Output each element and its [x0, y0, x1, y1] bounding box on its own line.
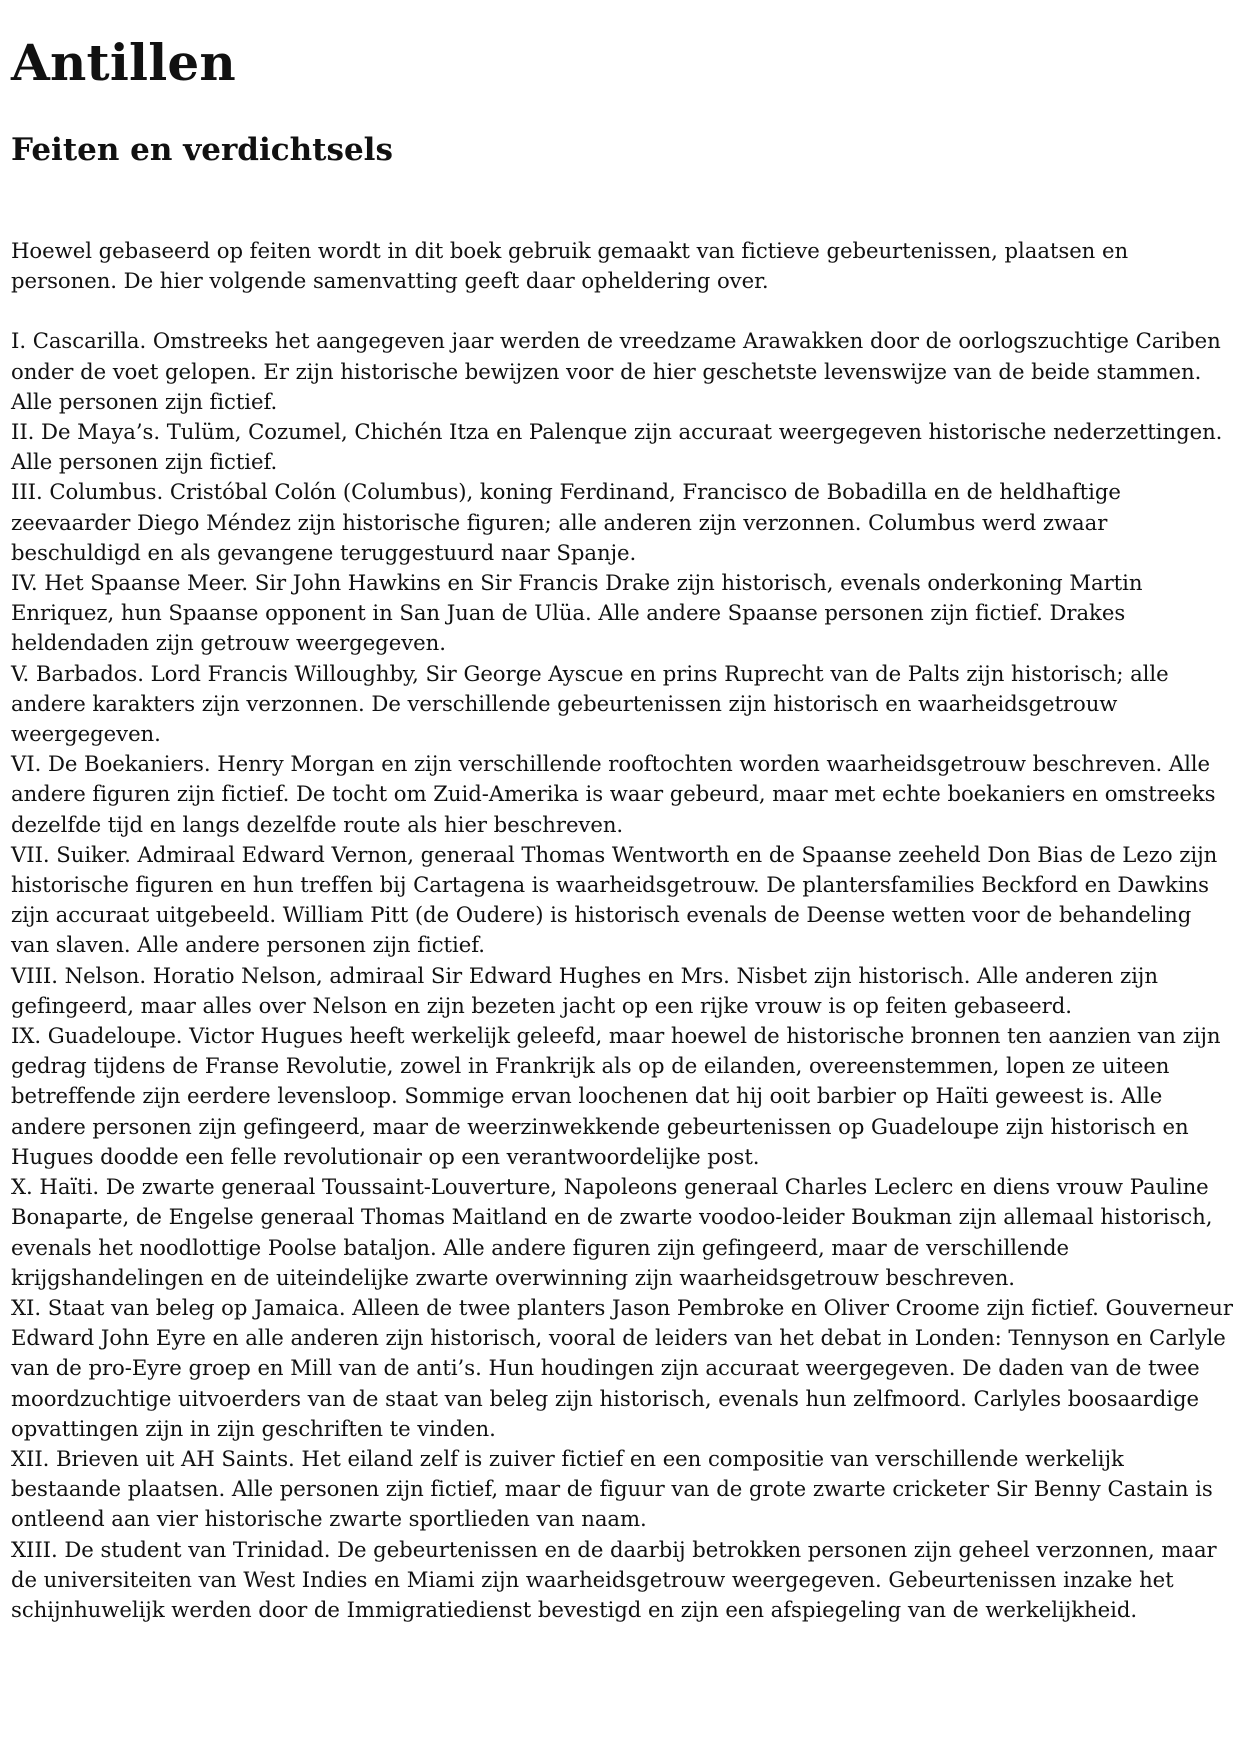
- chapter-note-7: VII. Suiker. Admiraal Edward Vernon, generaal Thomas Wentworth en de Spaanse zeeheld Don Bias de Lezo zijn historische figuren en hun treffen bij Cartagena is waarheidsgetrouw. De plantersfamilies Beckford en Dawkins zijn accuraat uitgebeeld. William Pitt (de Oudere) is historisch evenals de Deense wetten voor de behandeling van slaven. Alle andere personen zijn fictief.: [11, 841, 1218, 958]
- chapter-note-6: VI. De Boekaniers. Henry Morgan en zijn verschillende rooftochten worden waarheidsgetrouw beschreven. Alle andere figuren zijn fictief. De tocht om Zuid-Amerika is waar gebeurd, maar met echte boekaniers en omstreeks dezelfde tijd en langs dezelfde route als hier beschreven.: [11, 751, 1216, 837]
- chapter-note-2: II. De Maya’s. Tulüm, Cozumel, Chichén Itza en Palenque zijn accuraat weergegeven historische nederzettingen. Alle personen zijn fictief.: [11, 419, 1223, 475]
- chapter-note-4: IV. Het Spaanse Meer. Sir John Hawkins en Sir Francis Drake zijn historisch, evenals onderkoning Martin Enriquez, hun Spaanse opponent in San Juan de Ulüa. Alle andere Spaanse personen zijn fictief. Drakes heldendaden zijn getrouw weergegeven.: [11, 570, 1143, 656]
- chapter-note-3: III. Columbus. Cristóbal Colón (Columbus), koning Ferdinand, Francisco de Bobadilla en de heldhaftige zeevaarder Diego Méndez zijn historische figuren; alle anderen zijn verzonnen. Columbus werd zwaar beschuldigd en als gevangene teruggestuurd naar Spanje.: [11, 479, 1121, 565]
- chapter-note-13: XIII. De student van Trinidad. De gebeurtenissen en de daarbij betrokken personen zijn geheel verzonnen, maar de universiteiten van West Indies en Miami zijn waarheidsgetrouw weergegeven. Gebeurtenissen inzake het schijnhuwelijk werden door de Immigratiedienst bevestigd en zijn een afspiegeling van de werkelijkheid.: [11, 1536, 1217, 1622]
- chapter-note-9: IX. Guadeloupe. Victor Hugues heeft werkelijk geleefd, maar hoewel de historische bronnen ten aanzien van zijn gedrag tijdens de Franse Revolutie, zowel in Frankrijk als op de eilanden, overeenstemmen, lopen ze uiteen betreffende zijn eerdere levensloop. Sommige ervan loochenen dat hij ooit barbier op Haïti geweest is. Alle andere personen zijn gefingeerd, maar de weerzinwekkende gebeurtenissen op Guadeloupe zijn historisch en Hugues doodde een felle revolutionair op een verantwoordelijke post.: [11, 1023, 1221, 1169]
- page-title: Antillen: [11, 33, 236, 92]
- chapter-note-10: X. Haïti. De zwarte generaal Toussaint-Louverture, Napoleons generaal Charles Leclerc en diens vrouw Pauline Bonaparte, de Engelse generaal Thomas Maitland en de zwarte voodoo-leider Boukman zijn allemaal historisch, evenals het noodlottige Poolse bataljon. Alle andere figuren zijn gefingeerd, maar de verschillende krijgshandelingen en de uiteindelijke zwarte overwinning zijn waarheidsgetrouw beschreven.: [11, 1174, 1213, 1290]
- document-body: [11, 236, 1233, 1625]
- page-subtitle: Feiten en verdichtsels: [11, 132, 393, 168]
- chapter-note-5: V. Barbados. Lord Francis Willoughby, Sir George Ayscue en prins Ruprecht van de Palts zijn historisch; alle andere karakters zijn verzonnen. De verschillende gebeurtenissen zijn historisch en waarheidsgetrouw weergegeven.: [11, 660, 1169, 747]
- chapter-note-1: I. Cascarilla. Omstreeks het aangegeven jaar werden de vreedzame Arawakken door de oorlogszuchtige Cariben onder de voet gelopen. Er zijn historische bewijzen voor de hier geschetste levenswijze van de beide stammen. Alle personen zijn fictief.: [11, 328, 1221, 414]
- chapter-note-11: XI. Staat van beleg op Jamaica. Alleen de twee planters Jason Pembroke en Oliver Croome zijn fictief. Gouverneur Edward John Eyre en alle anderen zijn historisch, vooral de leiders van het debat in Londen: Tennyson en Carlyle van de pro-Eyre groep en Mill van de anti’s. Hun houdingen zijn accuraat weergegeven. De daden van de twee moordzuchtige uitvoerders van de staat van beleg zijn historisch, evenals hun zelfmoord. Carlyles boosaardige opvattingen zijn in zijn geschriften te vinden.: [11, 1294, 1233, 1441]
- chapter-note-8: VIII. Nelson. Horatio Nelson, admiraal Sir Edward Hughes en Mrs. Nisbet zijn historisch. Alle anderen zijn gefingeerd, maar alles over Nelson en zijn bezeten jacht op een rijke vrouw is op feiten gebaseerd.: [11, 962, 1158, 1018]
- chapter-note-12: XII. Brieven uit AH Saints. Het eiland zelf is zuiver fictief en een compositie van verschillende werkelijk bestaande plaatsen. Alle personen zijn fictief, maar de figuur van de grote zwarte cricketer Sir Benny Castain is ontleend aan vier historische zwarte sportlieden van naam.: [11, 1445, 1213, 1532]
- intro-paragraph: Hoewel gebaseerd op feiten wordt in dit boek gebruik gemaakt van fictieve gebeurtenissen, plaatsen en personen. De hier volgende samenvatting geeft daar opheldering over.: [11, 238, 1129, 294]
